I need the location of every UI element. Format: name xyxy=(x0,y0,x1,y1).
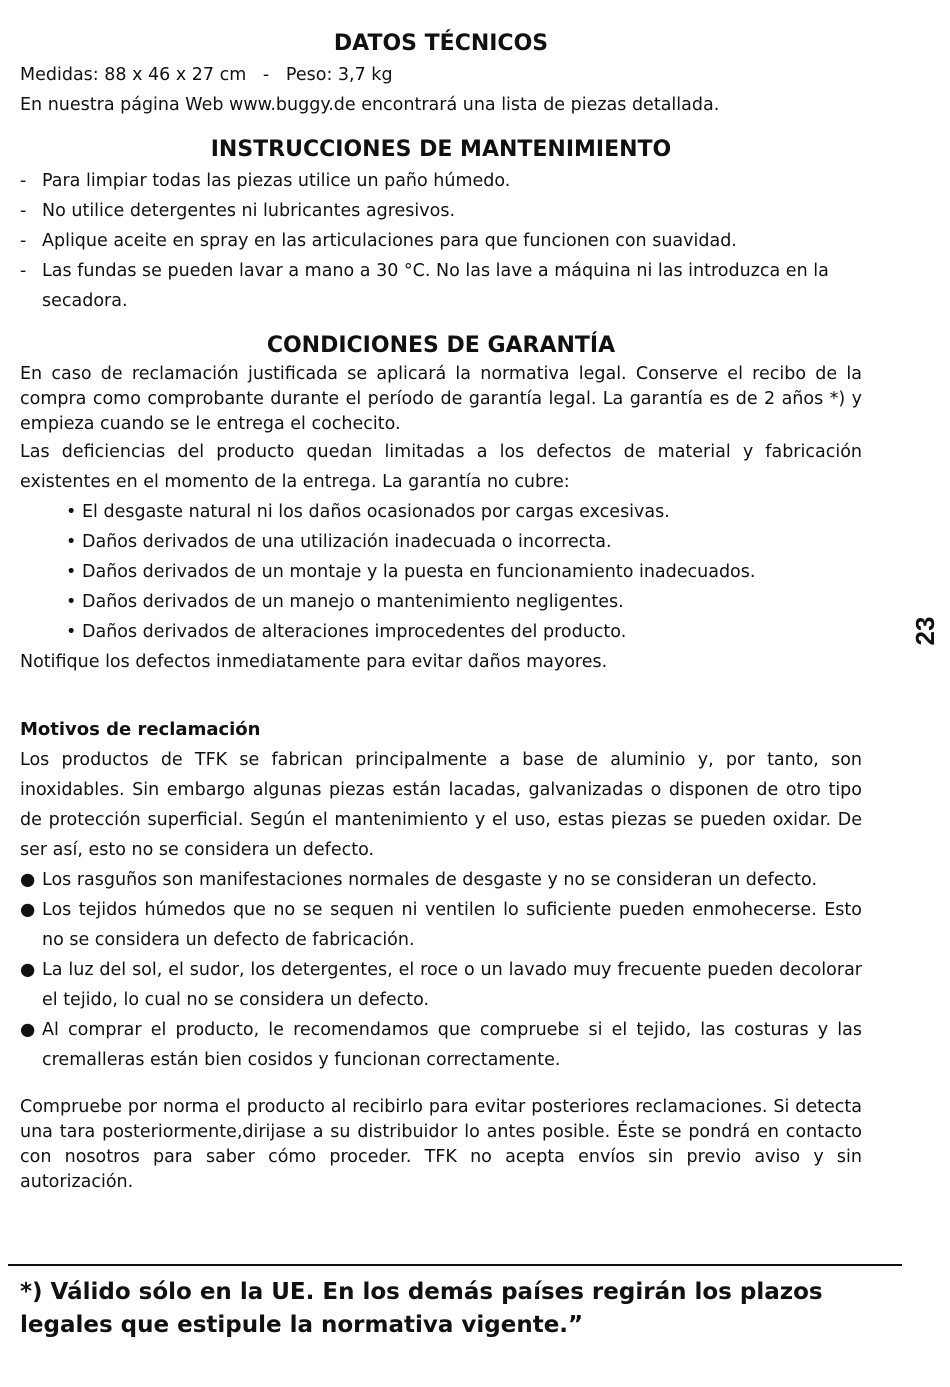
dash-marker: - xyxy=(20,201,27,221)
dash-marker: - xyxy=(20,231,27,251)
motivos-closing: Compruebe por norma el producto al recibirlo para evitar posteriores reclamaciones. Si detecta una tara posteriormente,dirijase a su distribuidor lo antes posible. Éste se pondrá en contacto con nosotros para saber cómo proceder. TFK no acepta envíos sin previo aviso y sin autorización. xyxy=(20,1097,862,1192)
list-item-text: Daños derivados de un manejo o mantenimiento negligentes. xyxy=(82,592,624,612)
bullet-marker: ● xyxy=(20,900,36,920)
bullet-marker: • xyxy=(66,532,77,552)
bullet-marker: • xyxy=(66,622,77,642)
list-item xyxy=(20,1015,862,1075)
list-item xyxy=(20,196,862,226)
website-line: En nuestra página Web www.buggy.de encontrará una lista de piezas detallada. xyxy=(20,95,720,115)
footnote: *) Válido sólo en la UE. En los demás países regirán los plazos legales que estipule la normativa vigente.” xyxy=(20,1279,823,1338)
list-item xyxy=(20,895,862,955)
garantia-deficiencias: Las deficiencias del producto quedan limitadas a los defectos de material y fabricación existentes en el momento de la entrega. La garantía no cubre: xyxy=(20,442,862,492)
garantia-intro: En caso de reclamación justificada se aplicará la normativa legal. Conserve el recibo de la compra como comprobante durante el período de garantía legal. La garantía es de 2 años *) y empieza cuando se le entrega el cochecito. xyxy=(20,364,862,434)
dash-marker: - xyxy=(20,261,27,281)
list-item-text: Los rasguños son manifestaciones normales de desgaste y no se consideran un defecto. xyxy=(42,870,818,890)
mantenimiento-heading: INSTRUCCIONES DE MANTENIMIENTO xyxy=(210,137,672,162)
list-item xyxy=(66,617,862,647)
list-item-text: Aplique aceite en spray en las articulaciones para que funcionen con suavidad. xyxy=(42,231,737,251)
list-item xyxy=(66,587,862,617)
list-item-text: Al comprar el producto, le recomendamos que compruebe si el tejido, las costuras y las cremalleras están bien cosidos y funcionan correctamente. xyxy=(42,1020,862,1070)
bullet-marker: ● xyxy=(20,1020,36,1040)
bullet-marker: ● xyxy=(20,870,36,890)
no-cubre-list xyxy=(20,497,862,647)
list-item-text: Las fundas se pueden lavar a mano a 30 °C. No las lave a máquina ni las introduzca en la secadora. xyxy=(42,261,829,311)
list-item xyxy=(20,865,862,895)
list-item xyxy=(66,497,862,527)
bullet-marker: • xyxy=(66,562,77,582)
bullet-marker: • xyxy=(66,502,77,522)
list-item-text: Daños derivados de un montaje y la puesta en funcionamiento inadecuados. xyxy=(82,562,756,582)
mantenimiento-list xyxy=(20,166,862,316)
dash-marker: - xyxy=(20,171,27,191)
list-item xyxy=(66,527,862,557)
list-item xyxy=(20,226,862,256)
list-item-text: Daños derivados de una utilización inadecuada o incorrecta. xyxy=(82,532,612,552)
medidas-line: Medidas: 88 x 46 x 27 cm - Peso: 3,7 kg xyxy=(20,65,393,85)
list-item xyxy=(20,166,862,196)
page-number: 23 xyxy=(909,616,940,646)
list-item xyxy=(20,256,862,316)
motivos-list xyxy=(20,865,862,1075)
motivos-intro: Los productos de TFK se fabrican principalmente a base de aluminio y, por tanto, son inoxidables. Sin embargo algunas piezas están lacadas, galvanizadas o disponen de otro tipo de protección superficial. Según el mantenimiento y el uso, estas piezas se pueden oxidar. De ser así, esto no se considera un defecto. xyxy=(20,750,862,860)
motivos-heading: Motivos de reclamación xyxy=(20,719,261,740)
list-item xyxy=(66,557,862,587)
list-item-text: Daños derivados de alteraciones improcedentes del producto. xyxy=(82,622,627,642)
list-item-text: La luz del sol, el sudor, los detergentes, el roce o un lavado muy frecuente pueden decolorar el tejido, lo cual no se considera un defecto. xyxy=(42,960,862,1010)
list-item-text: El desgaste natural ni los daños ocasionados por cargas excesivas. xyxy=(82,502,670,522)
list-item-text: Los tejidos húmedos que no se sequen ni ventilen lo suficiente pueden enmohecerse. Esto no se considera un defecto de fabricación. xyxy=(42,900,862,950)
footnote-divider xyxy=(8,1264,902,1266)
main-content xyxy=(20,28,862,1195)
datos-tecnicos-heading: DATOS TÉCNICOS xyxy=(333,31,549,56)
list-item-text: Para limpiar todas las piezas utilice un paño húmedo. xyxy=(42,171,511,191)
list-item-text: No utilice detergentes ni lubricantes agresivos. xyxy=(42,201,456,221)
notifique-line: Notifique los defectos inmediatamente para evitar daños mayores. xyxy=(20,652,608,672)
garantia-heading: CONDICIONES DE GARANTÍA xyxy=(266,333,616,358)
bullet-marker: ● xyxy=(20,960,36,980)
list-item xyxy=(20,955,862,1015)
bullet-marker: • xyxy=(66,592,77,612)
